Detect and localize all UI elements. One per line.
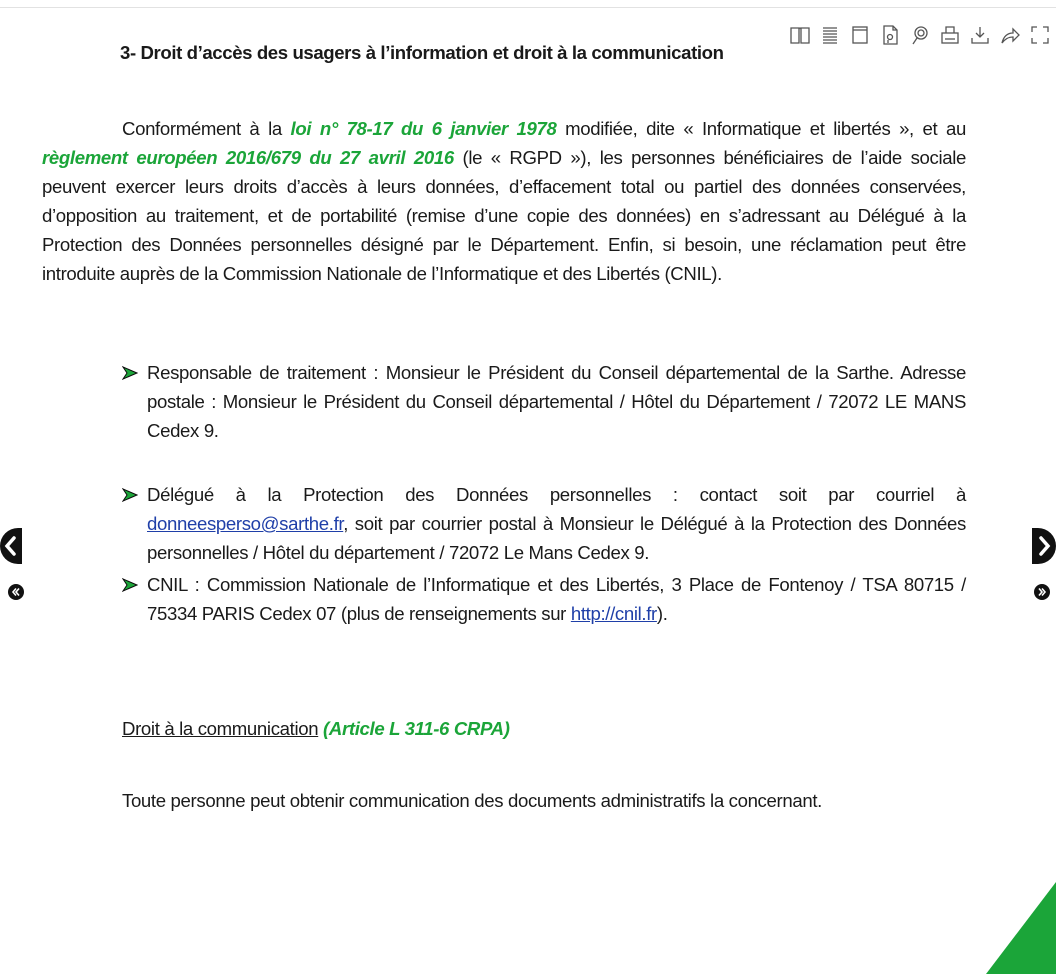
double-chevron-right-icon xyxy=(1034,584,1050,600)
responsible-text: Responsable de traitement : Monsieur le Président du Conseil départemental de la Sarthe. Adresse postale : Monsieur le Président du Conseil départemental / Hôtel du Département / 72072 LE MANS Cedex 9. xyxy=(147,362,966,441)
page-corner-decoration xyxy=(986,882,1056,974)
list-item xyxy=(122,570,966,628)
chevron-right-icon xyxy=(1032,528,1056,564)
share-icon[interactable] xyxy=(998,22,1022,48)
cnil-text-pre: CNIL : Commission Nationale de l’Informatique et des Libertés, 3 Place de Fontenoy / TSA 80715 / 75334 PARIS Cedex 07 (plus de renseignements sur xyxy=(147,574,966,624)
top-divider xyxy=(0,7,1056,8)
intro-paragraph xyxy=(42,114,966,288)
pdf-icon[interactable] xyxy=(878,22,902,48)
list-item xyxy=(122,480,966,567)
dpo-email-link[interactable]: donneesperso@sarthe.fr xyxy=(147,513,344,534)
dpo-text-pre: Délégué à la Protection des Données personnelles : contact soit par courriel à xyxy=(147,484,966,505)
regulation-reference: règlement européen 2016/679 du 27 avril 2016 xyxy=(42,147,454,168)
next-page-button[interactable] xyxy=(1032,528,1056,564)
para-text-3: (le « RGPD »), les personnes bénéficiaires de l’aide sociale peuvent exercer leurs droits d’accès à leurs données, d’effacement total ou partiel des données conservées, d’opposition au traitement, et de portabilité (remise d’une copie des données) en s’adressant au Délégué à la Protection des Données personnelles désigné par le Département. Enfin, si besoin, une réclamation peut être introduite auprès de la Commission Nationale de l’Informatique et des Libertés (CNIL). xyxy=(42,147,966,284)
book-view-icon[interactable] xyxy=(788,22,812,48)
table-of-contents-icon[interactable] xyxy=(818,22,842,48)
double-chevron-left-icon xyxy=(8,584,24,600)
previous-page-button[interactable] xyxy=(0,528,22,564)
single-page-icon[interactable] xyxy=(848,22,872,48)
para-text-2: modifiée, dite « Informatique et libertés », et au xyxy=(556,118,966,139)
article-reference: (Article L 311-6 CRPA) xyxy=(323,718,510,739)
section-heading: 3- Droit d’accès des usagers à l’information et droit à la communication xyxy=(120,42,724,63)
subheading xyxy=(122,718,510,740)
arrow-bullet-icon xyxy=(122,488,138,502)
chevron-left-icon xyxy=(0,528,22,564)
fullscreen-icon[interactable] xyxy=(1028,22,1052,48)
arrow-bullet-icon xyxy=(122,366,138,380)
law-reference: loi n° 78-17 du 6 janvier 1978 xyxy=(290,118,557,139)
zoom-icon[interactable] xyxy=(908,22,932,48)
last-page-button[interactable] xyxy=(1034,584,1050,600)
cnil-text-post: ). xyxy=(656,603,668,624)
closing-paragraph: Toute personne peut obtenir communication des documents administratifs la concernant. xyxy=(122,790,822,811)
first-page-button[interactable] xyxy=(8,584,24,600)
viewer-toolbar xyxy=(788,22,1052,48)
subheading-title: Droit à la communication xyxy=(122,718,319,739)
print-icon[interactable] xyxy=(938,22,962,48)
list-item xyxy=(122,358,966,445)
dpo-text-post: , soit par courrier postal à Monsieur le Délégué à la Protection des Données personnelles / Hôtel du département / 72072 Le Mans Cedex 9. xyxy=(147,513,966,563)
cnil-link[interactable]: http://cnil.fr xyxy=(570,603,657,624)
download-icon[interactable] xyxy=(968,22,992,48)
para-text-1: Conformément à la xyxy=(122,118,291,139)
arrow-bullet-icon xyxy=(122,578,138,592)
